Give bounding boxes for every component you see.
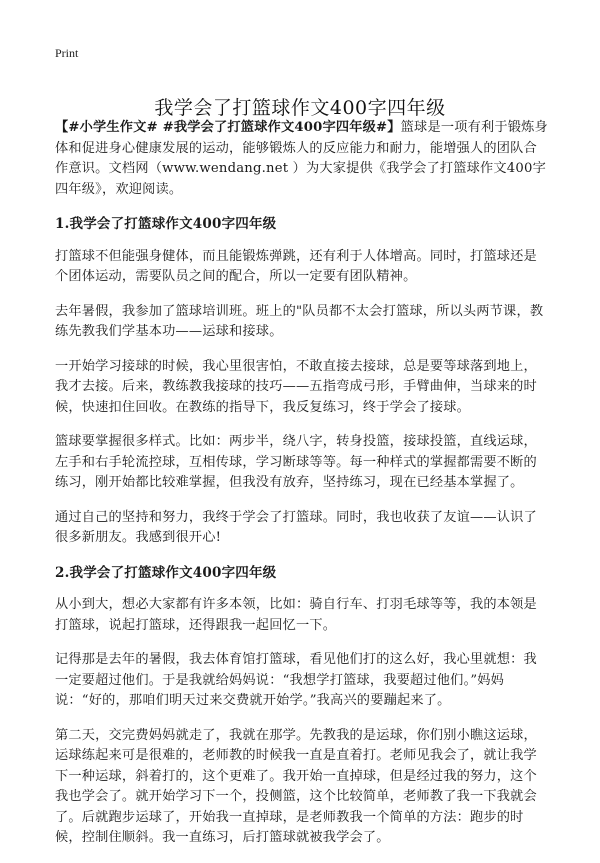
section-heading-1: 1.我学会了打篮球作文400字四年级 bbox=[55, 216, 277, 232]
section-2-paragraph: 第二天，交完费妈妈就走了，我就在那学。先教我的是运球，你们别小瞧这运球，运球练起来可是很难的，老师教的时候我一直是直着打。老师见我会了，就让我学下一种运球，斜着打的，这个更难了。我开始一直掉球，但是经过我的努力，这个我也学会了。就开始学习下一个，投侧篮，这个比较简单，老师教了我一下我就会了。后就跑步运球了，开始我一直掉球，是老师教我一个简单的方法：跑步的时候，控制住顺斜。我一直练习，后打篮球就被我学会了。 bbox=[55, 727, 537, 845]
section-2-paragraph: 从小到大，想必大家都有许多本领，比如：骑自行车、打羽毛球等等，我的本领是打篮球，说起打篮球，还得跟我一起回忆一下。 bbox=[55, 597, 537, 633]
article-body bbox=[55, 118, 550, 863]
intro-paragraph bbox=[55, 118, 550, 200]
print-label[interactable]: Print bbox=[55, 46, 79, 60]
intro-text: 篮球是一项有利于锻炼身体和促进身心健康发展的运动，能够锻炼人的反应能力和耐力，能增强人的团队合作意识。文档网（www.wendang.net ）为大家提供《我学会了打篮球作文400字四年级》，欢迎阅读。 bbox=[55, 120, 548, 197]
section-1-paragraph: 一开始学习接球的时候，我心里很害怕，不敢直接去接球，总是要等球落到地上，我才去接。后来，教练教我接球的技巧——五指弯成弓形，手臂曲伸，当球来的时候，快速扣住回收。在教练的指导下，我反复练习，终于学会了接球。 bbox=[55, 358, 537, 415]
section-1-paragraph: 篮球要掌握很多样式。比如：两步半，绕八字，转身投篮，接球投篮，直线运球，左手和右手轮流控球，互相传球，学习断球等等。每一种样式的掌握都需要不断的练习，刚开始都比较难掌握，但我没有放弃，坚持练习，现在已经基本掌握了。 bbox=[55, 434, 537, 490]
section-1-paragraph: 去年暑假，我参加了篮球培训班。班上的"队员都不太会打篮球，所以头两节课，教练先教我们学基本功——运球和接球。 bbox=[55, 303, 544, 339]
section-heading-2: 2.我学会了打篮球作文400字四年级 bbox=[55, 564, 277, 581]
section-2-paragraph: 记得那是去年的暑假，我去体育馆打篮球，看见他们打的这么好，我心里就想：我一定要超过他们。于是我就给妈妈说：“我想学打篮球，我要超过他们。”妈妈说：“好的，那咱们明天过来交费就开始学。”我高兴的要蹦起来了。 bbox=[55, 652, 537, 708]
intro-tags: 【#小学生作文# #我学会了打篮球作文400字四年级#】 bbox=[55, 120, 401, 135]
section-1-paragraph: 打篮球不但能强身健体，而且能锻炼弹跳，还有利于人体增高。同时，打篮球还是个团体运动，需要队员之间的配合，所以一定要有团队精神。 bbox=[55, 248, 537, 284]
page-title: 我学会了打篮球作文400字四年级 bbox=[154, 96, 446, 119]
section-1-paragraph: 通过自己的坚持和努力，我终于学会了打篮球。同时，我也收获了友谊——认识了很多新朋友。我感到很开心! bbox=[55, 509, 537, 545]
